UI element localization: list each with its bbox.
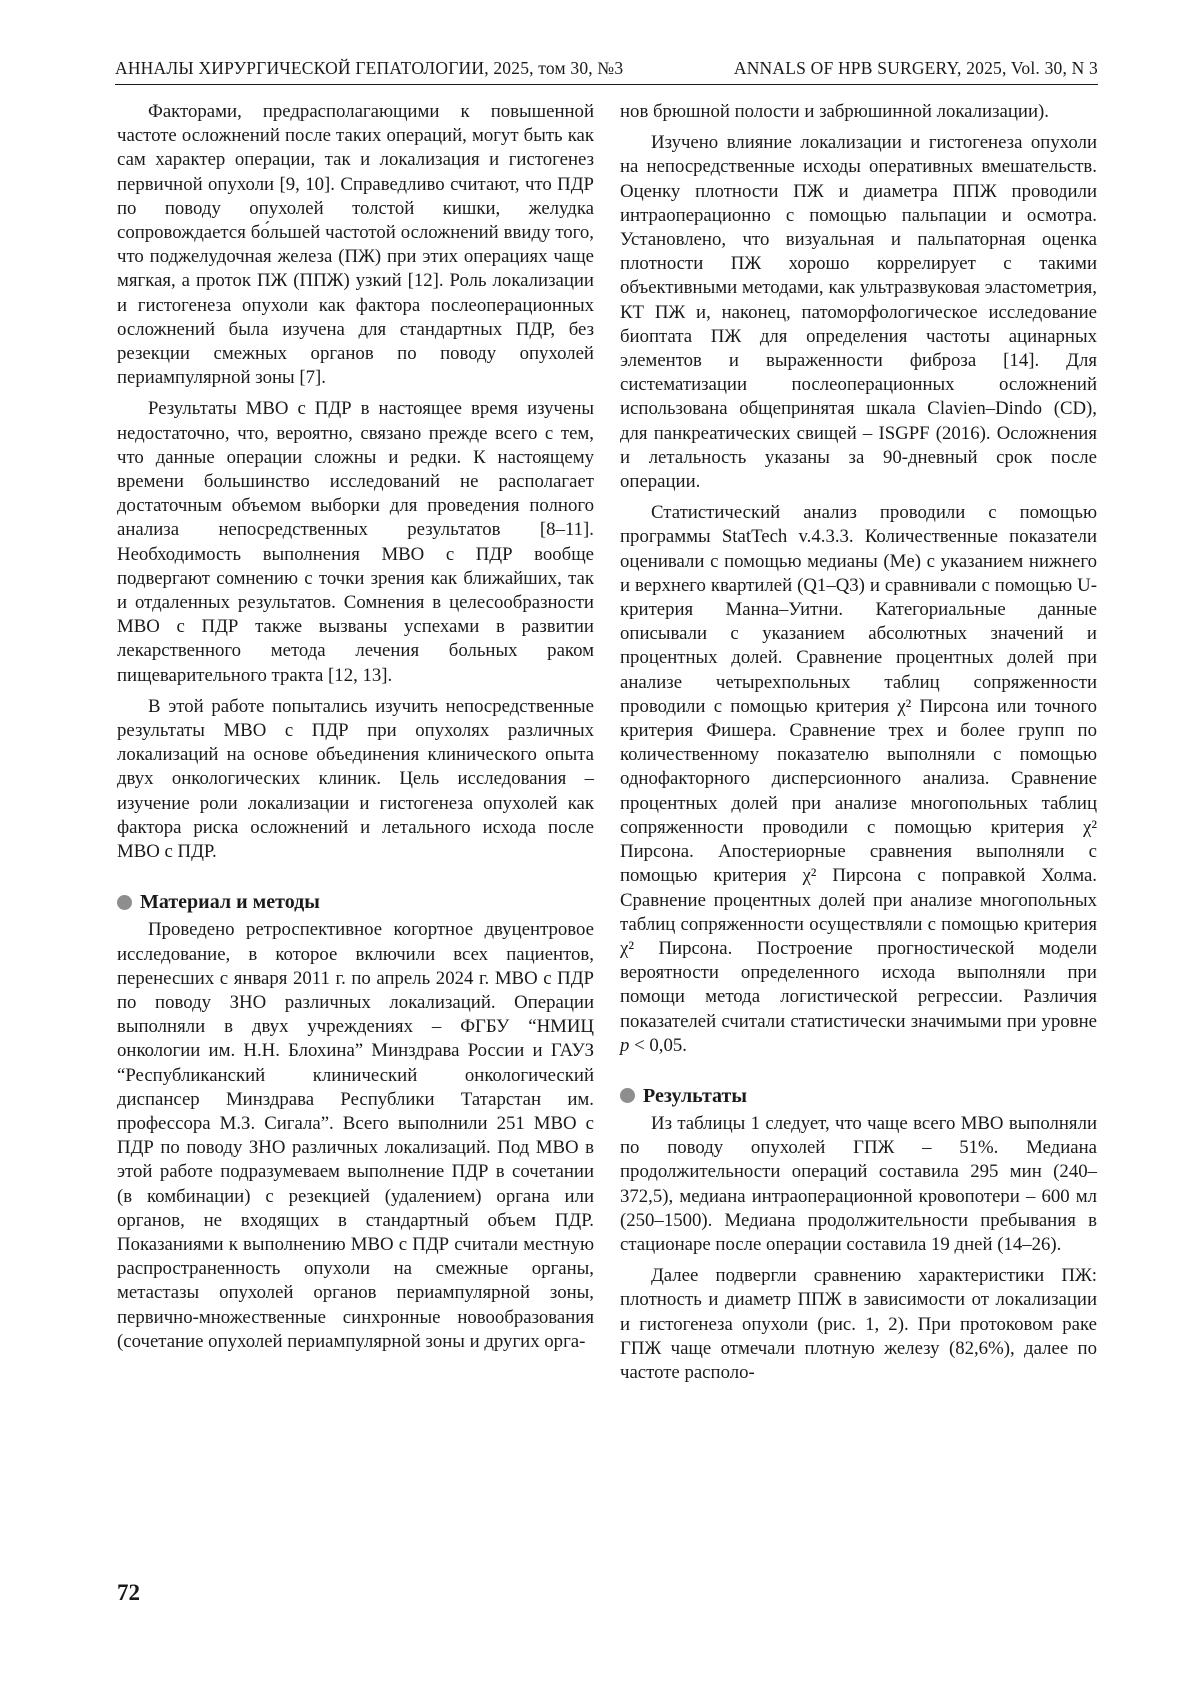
left-column xyxy=(117,100,594,1361)
paragraph: нов брюшной полости и забрюшинной локализации). xyxy=(620,101,1049,122)
journal-title-ru: АННАЛЫ ХИРУРГИЧЕСКОЙ ГЕПАТОЛОГИИ, 2025, том 30, №3 xyxy=(115,58,624,78)
paragraph: Проведено ретроспективное когортное двуцентровое исследование, в которое включили всех пациентов, перенесших с января 2011 г. по апрель 2024 г. МВО с ПДР по поводу ЗНО различных локализаций. Операции выполняли в двух учреждениях – ФГБУ “НМИЦ онкологии им. Н.Н. Блохина” Минздрава России и ГАУЗ “Республиканский клинический онкологический диспансер Минздрава Республики Татарстан им. профессора М.З. Сигала”. Всего выполнили 251 МВО с ПДР по поводу ЗНО различных локализаций. Под МВО в этой работе подразумеваем выполнение ПДР в сочетании (в комбинации) с резекцией (удалением) органа или органов, не входящих в стандартный объем ПДР. Показаниями к выполнению МВО с ПДР считали местную распространенность опухоли на смежные органы, метастазы опухолей органов периампулярной зоны, первично-множественные синхронные новообразования (сочетание опухолей периампулярной зоны и других орга- xyxy=(117,919,594,1352)
running-header xyxy=(115,58,1098,79)
paragraph-statistics xyxy=(620,501,1097,1058)
bullet-icon xyxy=(117,895,132,910)
paragraph: В этой работе попытались изучить непосредственные результаты МВО с ПДР при опухолях различных локализаций на основе объединения клинического опыта двух онкологических клиник. Цель исследования – изучение роли локализации и гистогенеза опухолей как фактора риска осложнений и летального исхода после МВО с ПДР. xyxy=(117,695,594,863)
paragraph: Результаты МВО с ПДР в настоящее время изучены недостаточно, что, вероятно, связано прежде всего с тем, что данные операции сложны и редки. К настоящему времени большинство исследований не располагает достаточным объемом выборки для проведения полного анализа непосредственных результатов [8–11]. Необходимость выполнения МВО с ПДР вообще подвергают сомнению с точки зрения как ближайших, так и отдаленных результатов. Сомнения в целесообразности МВО с ПДР также вызваны успехами в развитии лекарственного метода лечения больных раком пищеварительного тракта [12, 13]. xyxy=(117,398,594,686)
bullet-icon xyxy=(620,1088,635,1103)
section-heading-text: Материал и методы xyxy=(140,891,320,914)
p-value-symbol: p xyxy=(620,1034,630,1056)
text-run: < 0,05. xyxy=(629,1034,687,1056)
journal-title-en: ANNALS OF HPB SURGERY, 2025, Vol. 30, N 3 xyxy=(733,58,1098,78)
header-rule xyxy=(115,84,1098,85)
right-column xyxy=(620,100,1097,1392)
paragraph: Далее подвергли сравнению характеристики ПЖ: плотность и диаметр ППЖ в зависимости от локализации и гистогенеза опухоли (рис. 1, 2). При протоковом раке ГПЖ чаще отмечали плотную железу (82,6%), далее по частоте располо- xyxy=(620,1265,1097,1383)
text-run: Статистический анализ проводили с помощью программы StatTech v.4.3.3. Количественные показатели оценивали с помощью медианы (Me) с указанием нижнего и верхнего квартилей (Q1–Q3) и сравнивали с помощью U-критерия Манна–Уитни. Категориальные данные описывали с указанием абсолютных значений и процентных долей. Сравнение процентных долей при анализе четырехпольных таблиц сопряженности проводили с помощью критерия χ² Пирсона или точного критерия Фишера. Сравнение трех и более групп по количественному показателю выполняли с помощью однофакторного дисперсионного анализа. Сравнение процентных долей при анализе многопольных таблиц сопряженности проводили с помощью критерия χ² Пирсона. Апостериорные сравнения выполняли с помощью критерия χ² Пирсона с поправкой Холма. Сравнение процентных долей при анализе многопольных таблиц сопряженности осуществляли с помощью критерия χ² Пирсона. Построение прогностической модели вероятности определенного исхода выполняли при помощи метода логистической регрессии. Различия показателей считали статистически значимыми при уровне xyxy=(620,502,1097,1032)
page-number: 72 xyxy=(117,1580,140,1605)
paragraph: Изучено влияние локализации и гистогенеза опухоли на непосредственные исходы оперативных вмешательств. Оценку плотности ПЖ и диаметра ППЖ проводили интраоперационно с помощью пальпации и осмотра. Установлено, что визуальная и пальпаторная оценка плотности ПЖ хорошо коррелирует с такими объективными методами, как ультразвуковая эластометрия, КТ ПЖ и, наконец, патоморфологическое исследование биоптата ПЖ для определения частоты ацинарных элементов и выраженности фиброза [14]. Для систематизации послеоперационных осложнений использована общепринятая шкала Clavien–Dindo (CD), для панкреатических свищей – ISGPF (2016). Осложнения и летальность указаны за 90-дневный срок после операции. xyxy=(620,132,1097,493)
paragraph: Из таблицы 1 следует, что чаще всего МВО выполняли по поводу опухолей ГПЖ – 51%. Медиана продолжительности операций составила 295 мин (240–372,5), медиана интраоперационной кровопотери – 600 мл (250–1500). Медиана продолжительности пребывания в стационаре после операции составила 19 дней (14–26). xyxy=(620,1112,1097,1255)
section-heading-text: Результаты xyxy=(643,1084,747,1107)
section-heading-results xyxy=(620,1084,1097,1108)
paragraph: Факторами, предрасполагающими к повышенной частоте осложнений после таких операций, могут быть как сам характер операции, так и локализация и гистогенез первичной опухоли [9, 10]. Справедливо считают, что ПДР по поводу опухолей толстой кишки, желудка сопровождается бо́льшей частотой осложнений ввиду того, что поджелудочная железа (ПЖ) при этих операциях чаще мягкая, а проток ПЖ (ППЖ) узкий [12]. Роль локализации и гистогенеза опухоли как фактора послеоперационных осложнений была изучена для стандартных ПДР, без резекции смежных органов по поводу опухолей периампулярной зоны [7]. xyxy=(117,101,594,389)
section-heading-methods xyxy=(117,890,594,914)
